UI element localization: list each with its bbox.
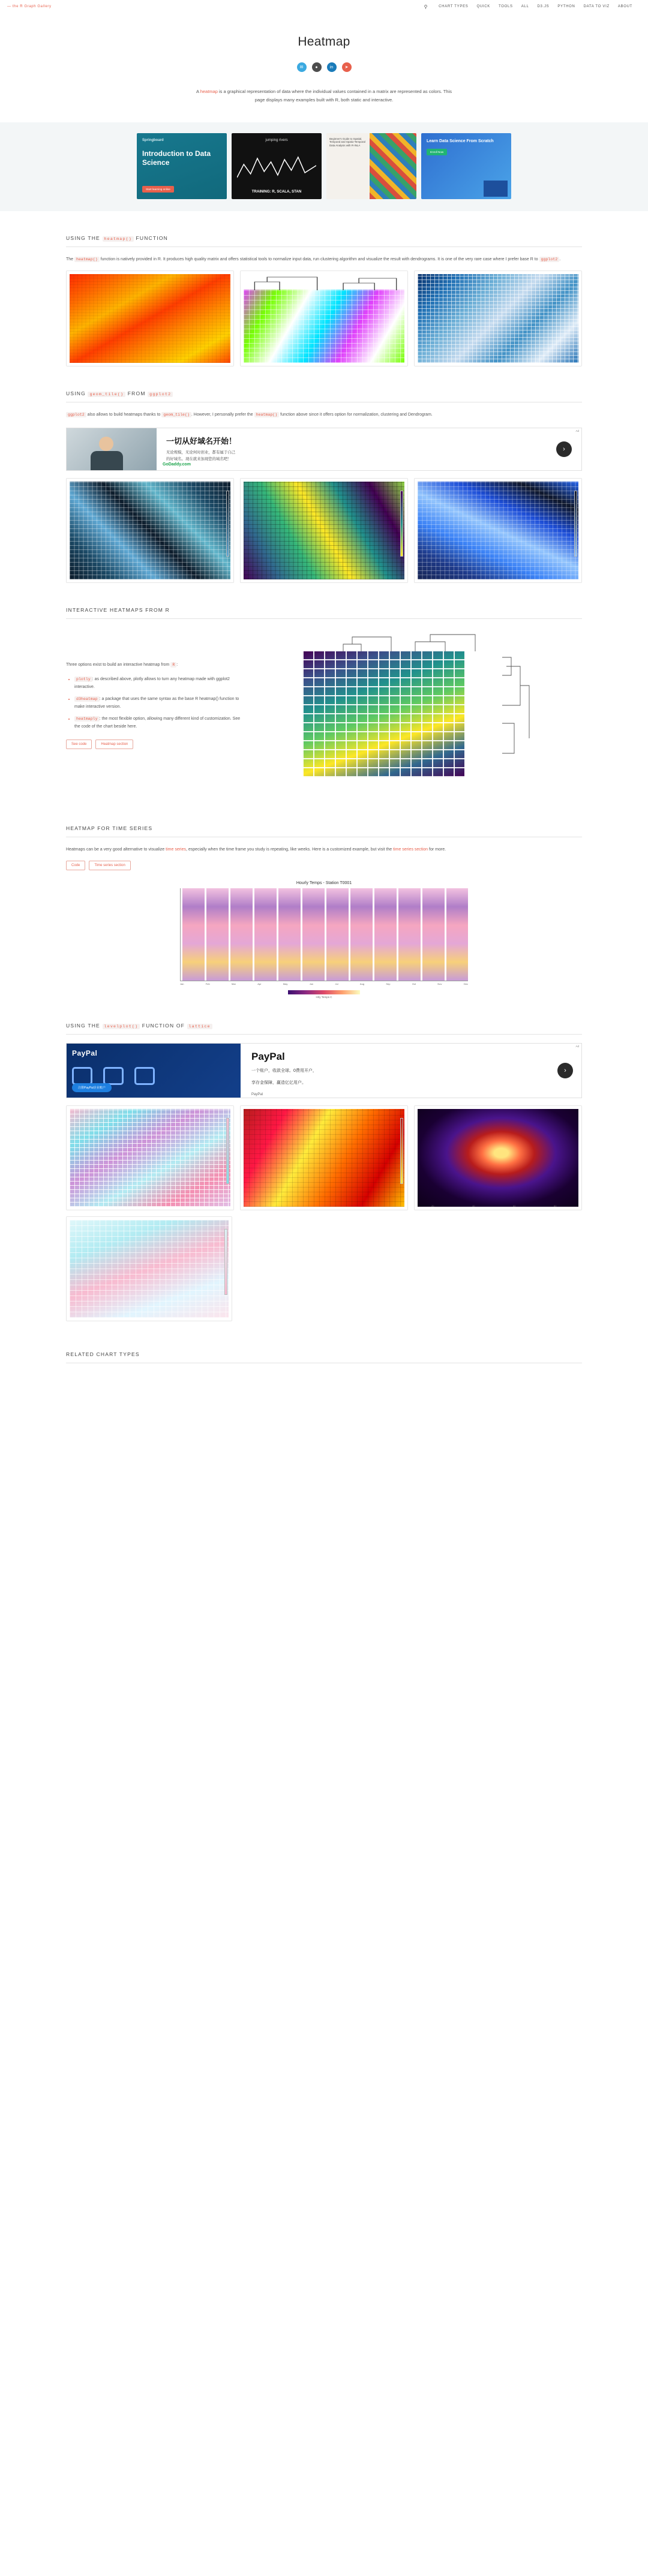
lead-pre: A bbox=[196, 89, 200, 94]
x-tick-mar: Mar bbox=[232, 982, 236, 986]
x-tick-jan: Jan bbox=[180, 982, 184, 986]
section-paragraph bbox=[66, 256, 582, 264]
ts-legend-gradient bbox=[288, 990, 360, 994]
paypal-line2: 享存金保障，赢造亿亿用户。 bbox=[251, 1080, 306, 1085]
para-part-0: The bbox=[66, 257, 75, 261]
dendrogram-graphic bbox=[244, 275, 408, 290]
levelplot-card-3[interactable] bbox=[414, 1105, 582, 1210]
heading-code: heatmap() bbox=[103, 236, 134, 242]
sparkline-graphic bbox=[237, 154, 316, 180]
book-ad[interactable] bbox=[326, 133, 416, 199]
ts-pre: Heatmaps can be a very good alternative to visualize bbox=[66, 847, 166, 852]
colorbar bbox=[400, 1118, 403, 1184]
section-heatmap-function bbox=[66, 211, 582, 367]
interactive-bullets bbox=[66, 676, 246, 731]
bullet-code-d3heatmap: d3heatmap bbox=[74, 696, 100, 702]
lead-post: is a graphical representation of data where the individual values contained in a matrix are represented as colors. This page displays many examples built with R, both static and interactive. bbox=[217, 89, 452, 103]
bullet-text-d3heatmap: : a package that uses the same syntax as the base R heatmap() function to make interactive version. bbox=[74, 697, 239, 710]
ad-label: Ad bbox=[575, 429, 579, 432]
colorbar bbox=[226, 1118, 229, 1184]
nav-item-data-to-viz[interactable]: DATA TO VIZ bbox=[583, 5, 610, 8]
godaddy-headline: 一切从好域名开始！ bbox=[166, 437, 237, 446]
geomtile-graphic-2 bbox=[244, 482, 404, 579]
ts-end: for more. bbox=[428, 847, 446, 852]
section-heading-related: RELATED CHART TYPES bbox=[66, 1351, 582, 1363]
levelplot-graphic-4 bbox=[70, 1220, 229, 1318]
section-heading-timeseries: HEATMAP FOR TIME SERIES bbox=[66, 825, 582, 837]
ts-link-section[interactable]: time series section bbox=[393, 847, 428, 852]
chart-card-row-levelplot-2 bbox=[66, 1216, 582, 1321]
bullet-text-heatmaply: : the most flexible option, allowing many different kind of customization. See the code of the chart beside here. bbox=[74, 717, 241, 729]
ts-x-axis bbox=[180, 982, 468, 985]
heatmap-graphic-clustered bbox=[244, 290, 404, 363]
heatmap-card-dendrogram[interactable] bbox=[240, 270, 408, 366]
x-tick-oct: Oct bbox=[412, 982, 416, 986]
chart-card-row-levelplot bbox=[66, 1105, 582, 1210]
spacer bbox=[413, 1216, 583, 1321]
data-science-ad[interactable] bbox=[421, 133, 511, 199]
chart-card-row-geomtile bbox=[66, 478, 582, 583]
nav-item-python[interactable]: PYTHON bbox=[557, 5, 575, 8]
levelplot-card-2[interactable] bbox=[240, 1105, 408, 1210]
heading-mid: FROM bbox=[127, 390, 146, 397]
levelplot-card-4[interactable] bbox=[66, 1216, 232, 1321]
heading-code-lattice: lattice bbox=[187, 1024, 212, 1029]
x-tick-jul: Jul bbox=[335, 982, 338, 986]
jumping-rivers-title: TRAINING: R, SCALA, STAN bbox=[251, 189, 302, 194]
section-paragraph-geomtile bbox=[66, 411, 582, 419]
paypal-cta-button[interactable]: 注册PayPal企业账户 bbox=[72, 1083, 112, 1092]
para-part-2: function is natively provided in R. It produces high quality matrix and offers statistical tools to normalize input data, run clustering algorithm and visualize the result with dendrograms. It is one of the very rare case where I prefer base R to bbox=[99, 257, 539, 261]
book-cover-art bbox=[370, 133, 416, 199]
para-part-3: . However, I personally prefer the bbox=[191, 413, 254, 417]
colorbar bbox=[400, 491, 403, 557]
paypal-brand: PayPal bbox=[72, 1049, 98, 1058]
figure-graphic bbox=[484, 164, 508, 197]
social-links bbox=[0, 62, 648, 72]
para-code-ggplot2: ggplot2 bbox=[539, 257, 560, 262]
hero-block bbox=[0, 13, 648, 104]
github-icon[interactable]: ● bbox=[312, 62, 322, 72]
springboard-logo: Springboard bbox=[142, 138, 164, 142]
heading-pre: USING THE bbox=[66, 235, 100, 241]
para-part-5: function above since it offers option for normalization, clustering and Dendrogram. bbox=[279, 413, 433, 417]
section-heading bbox=[66, 235, 582, 247]
x-tick-40: 40 bbox=[472, 1204, 475, 1208]
para-code-heatmap: heatmap() bbox=[74, 257, 100, 262]
godaddy-line1: 无论规模，无论何时创业，都有属于自己 bbox=[166, 450, 236, 455]
linkedin-icon[interactable]: in bbox=[327, 62, 337, 72]
bullet-d3heatmap bbox=[74, 696, 246, 711]
x-tick-apr: Apr bbox=[257, 982, 262, 986]
bullet-heatmaply bbox=[74, 716, 246, 731]
heatmap-graphic-basic bbox=[70, 274, 230, 363]
levelplot-graphic-2 bbox=[244, 1109, 404, 1207]
x-tick-may: May bbox=[283, 982, 288, 986]
ad-photo bbox=[67, 428, 157, 470]
para-code-ggplot2: ggplot2 bbox=[66, 412, 86, 417]
nav-item-chart-types[interactable]: CHART TYPES bbox=[439, 5, 469, 8]
ts-chart-title: Hourly Temps - Station T0001 bbox=[296, 881, 352, 886]
chart-card-row bbox=[66, 270, 582, 366]
para-code-heatmap: heatmap() bbox=[254, 412, 280, 417]
hero-description bbox=[195, 88, 453, 104]
bullet-code-plotly: plotly bbox=[74, 677, 92, 682]
heading-code-geomtile: geom_tile() bbox=[88, 392, 125, 397]
nav-item-all[interactable]: ALL bbox=[521, 5, 529, 8]
para-code-geomtile: geom_tile() bbox=[161, 412, 191, 417]
ts-plot-area bbox=[180, 888, 468, 981]
x-tick-sep: Sep bbox=[386, 982, 391, 986]
interactive-buttons bbox=[66, 740, 246, 749]
lead-link-heatmap[interactable]: heatmap bbox=[200, 89, 218, 94]
time-series-chart[interactable] bbox=[180, 881, 468, 999]
section-heading-geomtile bbox=[66, 390, 582, 402]
heading-post: FUNCTION bbox=[136, 235, 168, 241]
heatmap-section-button[interactable]: Heatmap section bbox=[95, 740, 133, 749]
intro-end: : bbox=[176, 662, 178, 667]
telegram-icon[interactable]: ➤ bbox=[342, 62, 352, 72]
ad-label: Ad bbox=[575, 1045, 579, 1048]
ts-post: , especially when the time frame you study is repeating, like weeks. Here is a customized example, but visit the bbox=[186, 847, 394, 852]
paypal-brand-bottom: PayPal bbox=[251, 1092, 263, 1096]
top-navigation bbox=[0, 0, 648, 13]
intro-code-r: R bbox=[170, 662, 176, 668]
levelplot-x-axis bbox=[431, 1204, 557, 1207]
heading-pre: USING THE bbox=[66, 1023, 100, 1029]
time-series-section-button[interactable]: Time series section bbox=[89, 861, 130, 870]
timeseries-buttons bbox=[66, 861, 582, 870]
page-title: Heatmap bbox=[298, 35, 350, 49]
geomtile-graphic-1 bbox=[70, 482, 230, 579]
x-tick-80: 80 bbox=[554, 1204, 557, 1208]
heading-pre: USING bbox=[66, 390, 86, 397]
bullet-plotly bbox=[74, 676, 246, 692]
x-tick-aug: Aug bbox=[359, 982, 365, 986]
springboard-cta[interactable]: Start learning online bbox=[142, 186, 174, 193]
x-tick-nov: Nov bbox=[437, 982, 442, 986]
viridis-heatmap-graphic bbox=[302, 651, 464, 777]
bullet-text-plotly: : as described above, plotly allows to turn any heatmap made with ggplot2 interactive. bbox=[74, 677, 230, 690]
x-tick-60: 60 bbox=[513, 1204, 516, 1208]
levelplot-graphic-3 bbox=[418, 1109, 578, 1207]
ts-link-time-series[interactable]: time series bbox=[166, 847, 186, 852]
springboard-ad[interactable] bbox=[137, 133, 227, 199]
geomtile-graphic-3 bbox=[418, 482, 578, 579]
geomtile-card-2[interactable] bbox=[240, 478, 408, 583]
godaddy-line2: 的好域名。现在就来加现您的域名吧！ bbox=[166, 457, 232, 462]
jumping-rivers-ad[interactable] bbox=[232, 133, 322, 199]
section-heading-levelplot bbox=[66, 1023, 582, 1035]
jumping-rivers-brand: jumping rivers bbox=[265, 138, 288, 142]
colorbar bbox=[226, 491, 229, 557]
section-levelplot bbox=[66, 999, 582, 1321]
section-related bbox=[66, 1351, 582, 1375]
geomtile-card-1[interactable] bbox=[66, 478, 234, 583]
nav-item-quick[interactable]: QUICK bbox=[476, 5, 490, 8]
x-tick-jun: Jun bbox=[309, 982, 314, 986]
heatmap-card-basic[interactable] bbox=[66, 270, 234, 366]
springboard-title: Introduction to Data Science bbox=[142, 149, 211, 167]
x-tick-feb: Feb bbox=[205, 982, 210, 986]
nav-item-tools[interactable]: TOOLS bbox=[499, 5, 513, 8]
lock-icons bbox=[72, 1067, 235, 1085]
bullet-code-heatmaply: heatmaply bbox=[74, 716, 100, 722]
data-science-cta[interactable]: Enroll Now bbox=[427, 149, 447, 155]
heading-code-ggplot2: ggplot2 bbox=[148, 392, 173, 397]
levelplot-card-1[interactable] bbox=[66, 1105, 234, 1210]
heading-mid: FUNCTION OF bbox=[142, 1023, 185, 1029]
section-heading-interactive: INTERACTIVE HEATMAPS FROM R bbox=[66, 607, 582, 619]
para-part-4: . bbox=[559, 257, 561, 261]
colorbar bbox=[224, 1229, 227, 1295]
nav-items bbox=[439, 5, 632, 8]
section-time-series bbox=[66, 801, 582, 999]
paypal-headline: PayPal bbox=[251, 1051, 285, 1063]
paypal-line1: 一个账户，收款全球。0费用开户， bbox=[251, 1069, 317, 1074]
intro-text: Three options exist to build an interactive heatmap from bbox=[66, 662, 171, 667]
para-part-1: also allows to build heatmaps thanks to bbox=[86, 413, 162, 417]
code-button[interactable]: Code bbox=[66, 861, 85, 870]
interactive-heatmap-chart[interactable] bbox=[260, 627, 582, 801]
ts-legend-label: Hrly Temps C bbox=[316, 996, 332, 999]
data-science-title: Learn Data Science From Scratch bbox=[427, 139, 494, 143]
book-title: Beginner's Guide to Spatial, Temporal and Spatio-Temporal Data Analysis with R-INLA bbox=[326, 133, 370, 199]
section-interactive bbox=[66, 583, 582, 801]
search-icon[interactable]: ⚲ bbox=[424, 4, 428, 10]
heading-code-levelplot: levelplot() bbox=[103, 1024, 140, 1029]
nav-item-about[interactable]: ABOUT bbox=[617, 5, 632, 8]
twitter-icon[interactable]: ✉ bbox=[297, 62, 307, 72]
sponsor-banner-strip bbox=[0, 122, 648, 211]
spacer bbox=[238, 1216, 407, 1321]
see-code-button[interactable]: See code bbox=[66, 740, 92, 749]
paypal-ad[interactable] bbox=[66, 1043, 582, 1098]
next-arrow-icon[interactable]: › bbox=[556, 441, 572, 457]
heatmap-graphic-normalized bbox=[418, 274, 578, 363]
heatmap-card-normalized[interactable] bbox=[414, 270, 582, 366]
nav-item-d3js[interactable]: D3.JS bbox=[537, 5, 550, 8]
timeseries-paragraph bbox=[66, 846, 582, 853]
site-brand[interactable]: — the R Graph Gallery bbox=[7, 5, 52, 8]
interactive-intro bbox=[66, 661, 246, 669]
levelplot-graphic-1 bbox=[70, 1109, 230, 1207]
section-geom-tile bbox=[66, 366, 582, 583]
x-tick-20: 20 bbox=[431, 1204, 434, 1208]
next-arrow-icon[interactable]: › bbox=[557, 1063, 573, 1078]
geomtile-card-3[interactable] bbox=[414, 478, 582, 583]
colorbar bbox=[574, 491, 577, 557]
godaddy-ad[interactable] bbox=[66, 428, 582, 471]
x-tick-dec: Dec bbox=[463, 982, 468, 986]
godaddy-brand: GoDaddy.com bbox=[163, 462, 191, 467]
